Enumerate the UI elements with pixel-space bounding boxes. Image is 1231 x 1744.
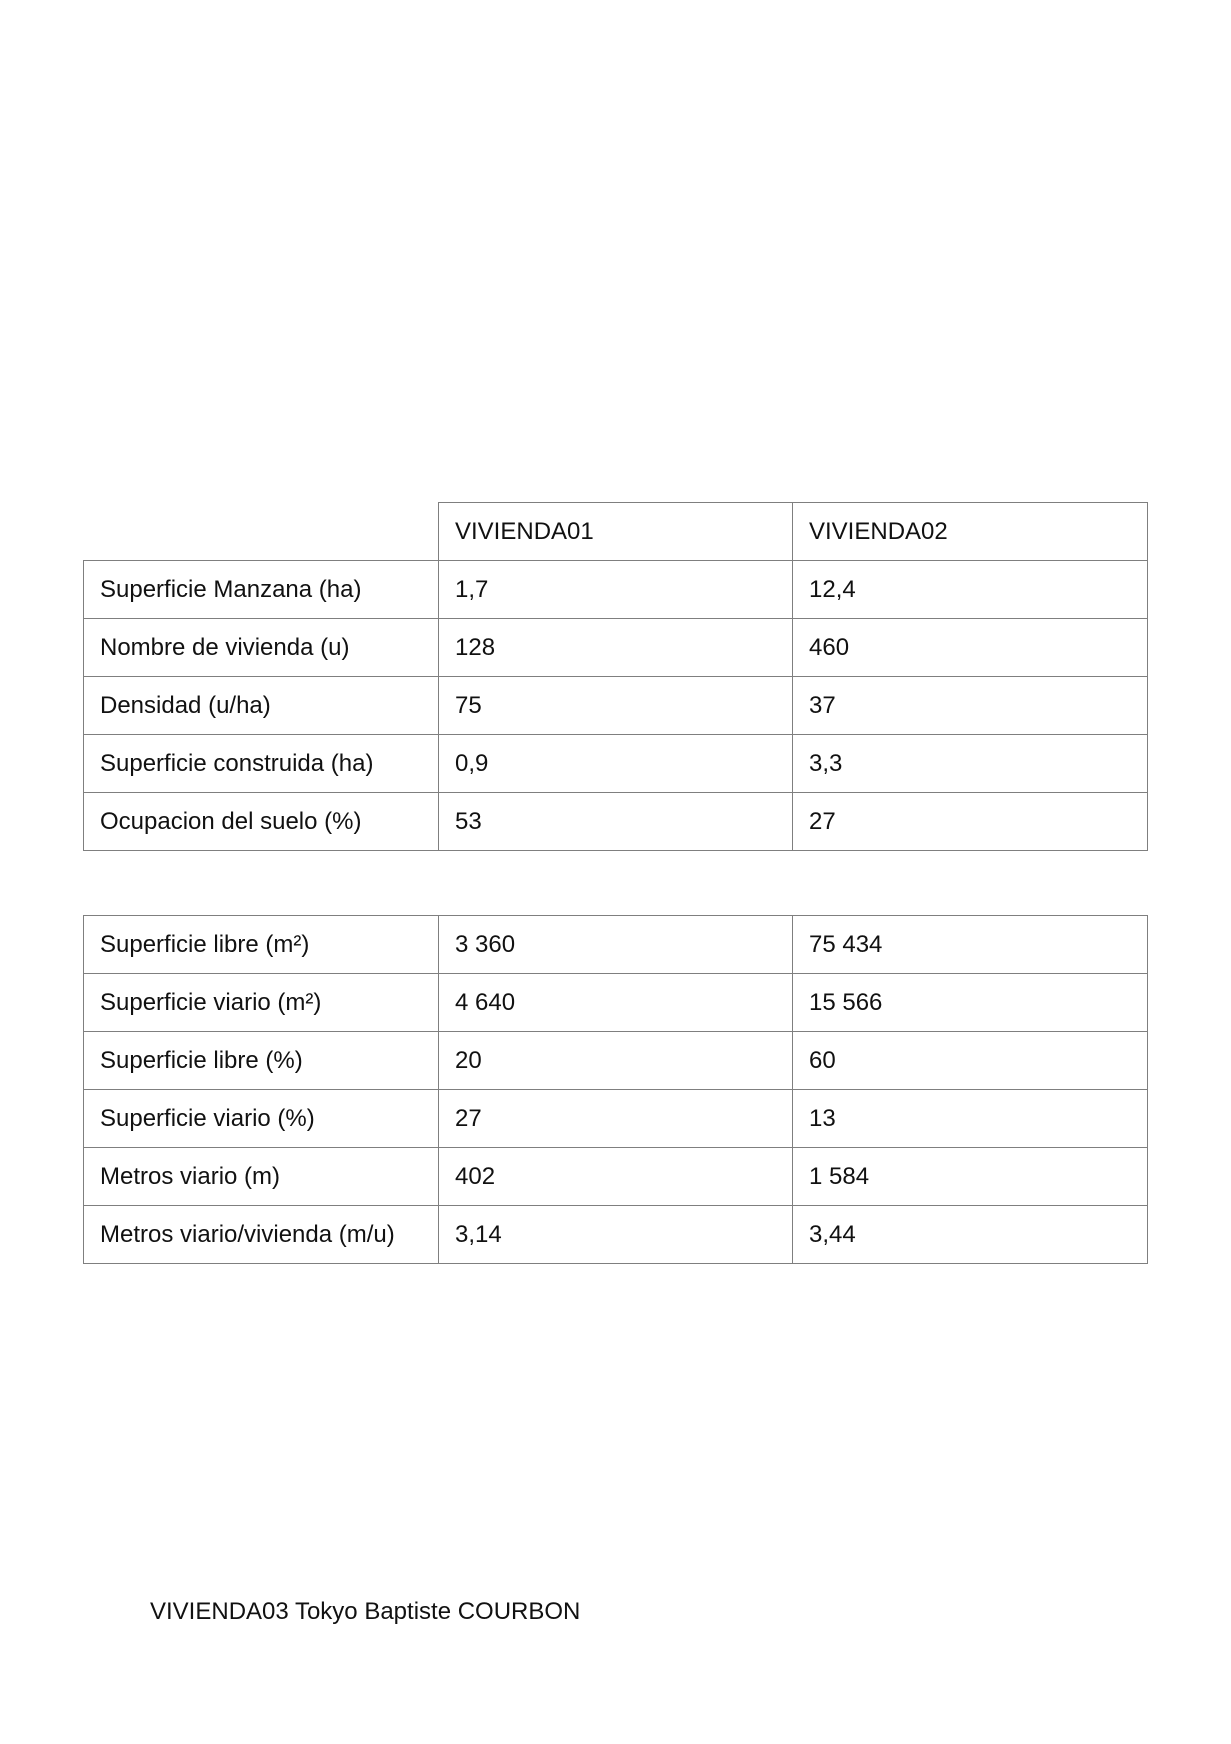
- table-row: [84, 561, 1148, 619]
- cell-vivienda01: 3,14: [439, 1206, 793, 1264]
- cell-vivienda01: 3 360: [439, 916, 793, 974]
- header-empty-cell: [84, 503, 439, 561]
- cell-vivienda01: 128: [439, 619, 793, 677]
- row-label: Densidad (u/ha): [84, 677, 439, 735]
- row-label: Nombre de vivienda (u): [84, 619, 439, 677]
- cell-vivienda01: 402: [439, 1148, 793, 1206]
- row-label: Superficie Manzana (ha): [84, 561, 439, 619]
- header-vivienda02: VIVIENDA02: [793, 503, 1148, 561]
- table-row: [84, 916, 1148, 974]
- cell-vivienda02: 3,3: [793, 735, 1148, 793]
- comparison-table-bottom: [83, 915, 1148, 1264]
- row-label: Superficie libre (m²): [84, 916, 439, 974]
- cell-vivienda02: 1 584: [793, 1148, 1148, 1206]
- cell-vivienda02: 37: [793, 677, 1148, 735]
- cell-vivienda01: 4 640: [439, 974, 793, 1032]
- footer-caption: VIVIENDA03 Tokyo Baptiste COURBON: [150, 1598, 581, 1625]
- cell-vivienda02: 460: [793, 619, 1148, 677]
- row-label: Superficie viario (%): [84, 1090, 439, 1148]
- row-label: Ocupacion del suelo (%): [84, 793, 439, 851]
- cell-vivienda02: 13: [793, 1090, 1148, 1148]
- row-label: Superficie libre (%): [84, 1032, 439, 1090]
- row-label: Metros viario/vivienda (m/u): [84, 1206, 439, 1264]
- cell-vivienda01: 20: [439, 1032, 793, 1090]
- row-label: Superficie viario (m²): [84, 974, 439, 1032]
- table-row: [84, 677, 1148, 735]
- row-label: Superficie construida (ha): [84, 735, 439, 793]
- table-row: [84, 1090, 1148, 1148]
- header-vivienda01: VIVIENDA01: [439, 503, 793, 561]
- cell-vivienda02: 60: [793, 1032, 1148, 1090]
- row-label: Metros viario (m): [84, 1148, 439, 1206]
- table-row: [84, 793, 1148, 851]
- cell-vivienda02: 3,44: [793, 1206, 1148, 1264]
- comparison-table-top: [83, 502, 1148, 851]
- cell-vivienda02: 15 566: [793, 974, 1148, 1032]
- cell-vivienda01: 1,7: [439, 561, 793, 619]
- cell-vivienda01: 27: [439, 1090, 793, 1148]
- table-row: [84, 974, 1148, 1032]
- cell-vivienda01: 75: [439, 677, 793, 735]
- table-row: [84, 1032, 1148, 1090]
- table-row: [84, 619, 1148, 677]
- table-row: [84, 735, 1148, 793]
- table-header-row: [84, 503, 1148, 561]
- cell-vivienda01: 0,9: [439, 735, 793, 793]
- cell-vivienda02: 75 434: [793, 916, 1148, 974]
- table-row: [84, 1206, 1148, 1264]
- cell-vivienda01: 53: [439, 793, 793, 851]
- table-row: [84, 1148, 1148, 1206]
- cell-vivienda02: 27: [793, 793, 1148, 851]
- cell-vivienda02: 12,4: [793, 561, 1148, 619]
